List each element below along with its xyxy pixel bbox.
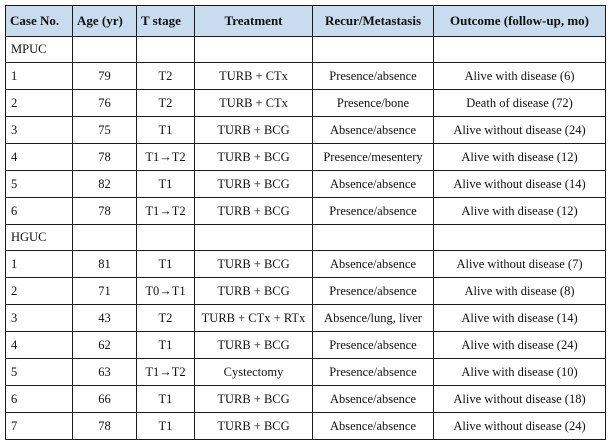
cell-t-stage: T1 <box>137 413 195 440</box>
cell-outcome: Alive without disease (24) <box>434 413 606 440</box>
cell-age: 75 <box>73 117 137 144</box>
cell-treatment: TURB + CTx <box>195 63 313 90</box>
cell-t-stage: T1 <box>137 332 195 359</box>
group-label: HGUC <box>6 225 73 251</box>
table-row <box>6 413 606 440</box>
cell-age: 43 <box>73 305 137 332</box>
table-row <box>6 386 606 413</box>
cell-treatment: TURB + BCG <box>195 332 313 359</box>
cell-recur-metastasis: Presence/absence <box>313 198 434 225</box>
group-row <box>6 37 606 63</box>
cell-treatment: TURB + BCG <box>195 144 313 171</box>
cell-recur-metastasis: Absence/absence <box>313 117 434 144</box>
header-outcome: Outcome (follow-up, mo) <box>434 6 606 37</box>
cell-age: 71 <box>73 278 137 305</box>
cell-age: 66 <box>73 386 137 413</box>
cell-t-stage: T1 <box>137 251 195 278</box>
cell-age: 63 <box>73 359 137 386</box>
cell-age: 79 <box>73 63 137 90</box>
cell-treatment: TURB + BCG <box>195 386 313 413</box>
table-row <box>6 332 606 359</box>
group-empty-cell <box>313 225 434 251</box>
cell-recur-metastasis: Absence/absence <box>313 251 434 278</box>
cell-case-no: 7 <box>6 413 73 440</box>
group-empty-cell <box>313 37 434 63</box>
cell-case-no: 2 <box>6 90 73 117</box>
cell-outcome: Alive with disease (24) <box>434 332 606 359</box>
cell-outcome: Alive with disease (14) <box>434 305 606 332</box>
cell-outcome: Alive with disease (8) <box>434 278 606 305</box>
table-row <box>6 90 606 117</box>
cell-outcome: Alive without disease (7) <box>434 251 606 278</box>
cell-t-stage: T2 <box>137 90 195 117</box>
cell-outcome: Alive with disease (12) <box>434 144 606 171</box>
cell-treatment: TURB + BCG <box>195 251 313 278</box>
cell-treatment: TURB + BCG <box>195 413 313 440</box>
cell-recur-metastasis: Absence/absence <box>313 171 434 198</box>
cell-treatment: Cystectomy <box>195 359 313 386</box>
cell-age: 78 <box>73 144 137 171</box>
cell-case-no: 3 <box>6 117 73 144</box>
cell-recur-metastasis: Presence/absence <box>313 63 434 90</box>
header-treatment: Treatment <box>195 6 313 37</box>
group-empty-cell <box>137 225 195 251</box>
cell-age: 78 <box>73 198 137 225</box>
group-label: MPUC <box>6 37 73 63</box>
cell-recur-metastasis: Absence/lung, liver <box>313 305 434 332</box>
group-row <box>6 225 606 251</box>
header-row <box>6 6 606 37</box>
case-table <box>5 5 606 440</box>
cell-case-no: 1 <box>6 63 73 90</box>
cell-age: 78 <box>73 413 137 440</box>
cell-recur-metastasis: Absence/absence <box>313 386 434 413</box>
cell-outcome: Alive without disease (24) <box>434 117 606 144</box>
header-age: Age (yr) <box>73 6 137 37</box>
cell-treatment: TURB + CTx + RTx <box>195 305 313 332</box>
header-recur-metastasis: Recur/Metastasis <box>313 6 434 37</box>
cell-t-stage: T1→T2 <box>137 198 195 225</box>
header-t-stage: T stage <box>137 6 195 37</box>
cell-t-stage: T1→T2 <box>137 144 195 171</box>
table-body <box>6 37 606 440</box>
cell-case-no: 1 <box>6 251 73 278</box>
cell-treatment: TURB + CTx <box>195 90 313 117</box>
cell-recur-metastasis: Presence/mesentery <box>313 144 434 171</box>
group-empty-cell <box>73 37 137 63</box>
cell-t-stage: T1→T2 <box>137 359 195 386</box>
cell-t-stage: T0→T1 <box>137 278 195 305</box>
cell-t-stage: T1 <box>137 117 195 144</box>
cell-t-stage: T1 <box>137 386 195 413</box>
cell-treatment: TURB + BCG <box>195 171 313 198</box>
cell-t-stage: T2 <box>137 63 195 90</box>
cell-recur-metastasis: Presence/bone <box>313 90 434 117</box>
cell-age: 62 <box>73 332 137 359</box>
table-row <box>6 198 606 225</box>
cell-case-no: 6 <box>6 386 73 413</box>
cell-outcome: Alive with disease (12) <box>434 198 606 225</box>
cell-recur-metastasis: Presence/absence <box>313 332 434 359</box>
cell-case-no: 6 <box>6 198 73 225</box>
cell-case-no: 5 <box>6 359 73 386</box>
cell-case-no: 5 <box>6 171 73 198</box>
group-empty-cell <box>434 225 606 251</box>
group-empty-cell <box>195 37 313 63</box>
group-empty-cell <box>137 37 195 63</box>
cell-age: 81 <box>73 251 137 278</box>
cell-treatment: TURB + BCG <box>195 278 313 305</box>
cell-case-no: 3 <box>6 305 73 332</box>
cell-t-stage: T1 <box>137 171 195 198</box>
cell-treatment: TURB + BCG <box>195 117 313 144</box>
cell-age: 82 <box>73 171 137 198</box>
cell-outcome: Alive without disease (18) <box>434 386 606 413</box>
cell-t-stage: T2 <box>137 305 195 332</box>
group-empty-cell <box>73 225 137 251</box>
table-row <box>6 251 606 278</box>
cell-outcome: Alive without disease (14) <box>434 171 606 198</box>
table-row <box>6 117 606 144</box>
cell-outcome: Death of disease (72) <box>434 90 606 117</box>
cell-recur-metastasis: Absence/absence <box>313 413 434 440</box>
group-empty-cell <box>434 37 606 63</box>
table-row <box>6 63 606 90</box>
cell-case-no: 4 <box>6 144 73 171</box>
table-row <box>6 359 606 386</box>
header-case-no: Case No. <box>6 6 73 37</box>
cell-outcome: Alive with disease (6) <box>434 63 606 90</box>
cell-recur-metastasis: Presence/absence <box>313 359 434 386</box>
cell-age: 76 <box>73 90 137 117</box>
cell-outcome: Alive with disease (10) <box>434 359 606 386</box>
table-row <box>6 144 606 171</box>
cell-case-no: 4 <box>6 332 73 359</box>
cell-recur-metastasis: Presence/absence <box>313 278 434 305</box>
table-row <box>6 278 606 305</box>
cell-treatment: TURB + BCG <box>195 198 313 225</box>
table-row <box>6 171 606 198</box>
group-empty-cell <box>195 225 313 251</box>
table-row <box>6 305 606 332</box>
cell-case-no: 2 <box>6 278 73 305</box>
